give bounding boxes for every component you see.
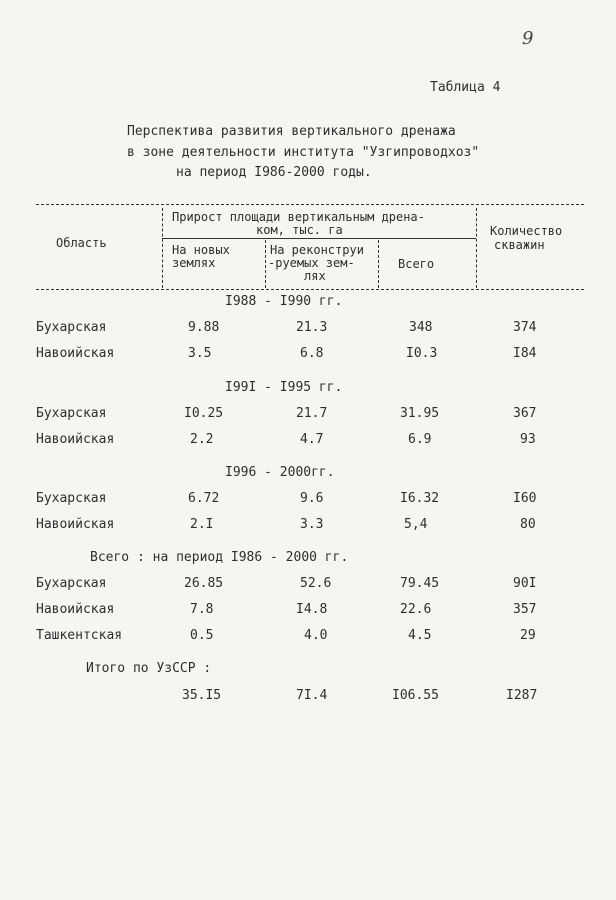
row-recon: 4.0	[304, 628, 328, 643]
row-new: 0.5	[190, 628, 214, 643]
page-number: 9	[522, 28, 534, 49]
row-wells: 367	[513, 406, 537, 421]
table-header-bottom-rule	[36, 289, 584, 290]
row-region: Навоийская	[36, 346, 115, 361]
row-new: 26.85	[184, 576, 224, 591]
row-recon: 3.3	[300, 517, 324, 532]
header-reconstructed-3: лях	[304, 269, 326, 283]
header-increase-line-1: Прирост площади вертикальным дрена-	[172, 210, 425, 224]
section-heading: I996 - 2000гг.	[225, 465, 335, 480]
grand-total-total: I06.55	[392, 688, 439, 703]
row-recon: 6.8	[300, 346, 324, 361]
title-line-1: Перспектива развития вертикального дренажа	[127, 124, 456, 139]
header-divider-4	[476, 208, 477, 288]
row-recon: 52.6	[300, 576, 332, 591]
row-wells: I60	[513, 491, 537, 506]
row-wells: 357	[513, 602, 537, 617]
header-divider-3	[378, 240, 379, 288]
table-label: Таблица 4	[430, 80, 501, 95]
row-total: 348	[409, 320, 433, 335]
header-wells-2: скважин	[494, 238, 545, 252]
row-region: Бухарская	[36, 320, 107, 335]
row-wells: 93	[520, 432, 536, 447]
grand-total-label: Итого по УзССР :	[86, 661, 212, 676]
header-divider-1	[162, 208, 163, 288]
row-recon: 4.7	[300, 432, 324, 447]
row-total: 79.45	[400, 576, 440, 591]
row-wells: 80	[520, 517, 536, 532]
header-new-lands-1: На новых	[172, 243, 230, 257]
table-top-rule	[36, 204, 584, 205]
row-total: 22.6	[400, 602, 432, 617]
row-region: Навоийская	[36, 602, 115, 617]
row-new: 6.72	[188, 491, 220, 506]
row-total: 4.5	[408, 628, 432, 643]
row-new: 3.5	[188, 346, 212, 361]
header-new-lands-2: землях	[172, 256, 216, 270]
row-total: 6.9	[408, 432, 432, 447]
header-reconstructed-2: -руемых зем-	[268, 256, 355, 270]
row-new: 2.2	[190, 432, 214, 447]
row-recon: 21.7	[296, 406, 328, 421]
row-new: I0.25	[184, 406, 224, 421]
header-total: Всего	[398, 257, 435, 271]
section-heading: Всего : на период I986 - 2000 гг.	[90, 550, 349, 565]
grand-total-new: 35.I5	[182, 688, 222, 703]
title-line-3: на период I986-2000 годы.	[176, 165, 372, 180]
row-total: 31.95	[400, 406, 440, 421]
header-increase-line-2: ком, тыс. га	[256, 223, 343, 237]
row-total: I0.3	[406, 346, 438, 361]
row-wells: 374	[513, 320, 537, 335]
row-wells: I84	[513, 346, 537, 361]
header-reconstructed-1: На реконструи	[270, 243, 364, 257]
header-wells-1: Количество	[490, 224, 563, 238]
row-wells: 90I	[513, 576, 537, 591]
row-region: Навоийская	[36, 517, 115, 532]
row-region: Навоийская	[36, 432, 115, 447]
row-region: Бухарская	[36, 406, 107, 421]
section-heading: I99I - I995 гг.	[225, 380, 343, 395]
header-region: Область	[56, 236, 107, 250]
subheader-rule	[162, 238, 476, 239]
row-new: 2.I	[190, 517, 214, 532]
row-new: 9.88	[188, 320, 220, 335]
row-total: 5,4	[404, 517, 428, 532]
row-wells: 29	[520, 628, 536, 643]
row-recon: I4.8	[296, 602, 328, 617]
row-region: Бухарская	[36, 576, 107, 591]
title-line-2: в зоне деятельности института "Узгипроводхоз"	[127, 145, 480, 160]
section-heading: I988 - I990 гг.	[225, 294, 343, 309]
row-new: 7.8	[190, 602, 214, 617]
header-divider-2	[265, 240, 266, 288]
grand-total-recon: 7I.4	[296, 688, 328, 703]
row-total: I6.32	[400, 491, 440, 506]
grand-total-wells: I287	[506, 688, 538, 703]
row-region: Бухарская	[36, 491, 107, 506]
row-recon: 21.3	[296, 320, 328, 335]
row-recon: 9.6	[300, 491, 324, 506]
row-region: Ташкентская	[36, 628, 123, 643]
